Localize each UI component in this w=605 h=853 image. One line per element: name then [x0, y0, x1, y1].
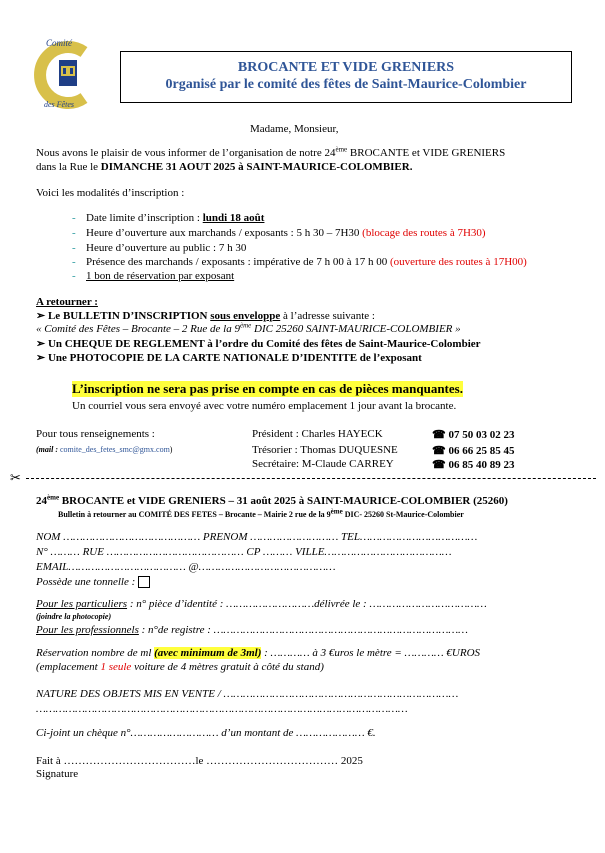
modalite-3: - Heure d’ouverture au public : 7 h 30	[72, 242, 247, 254]
field-email[interactable]: EMAIL……………………………… @……………………………………	[36, 561, 336, 573]
bulletin-sub-sup: ème	[330, 507, 343, 516]
retour-address	[36, 323, 461, 335]
reservation-label: Réservation nombre de ml	[36, 647, 155, 659]
contact-2-role: Secrétaire: M-Claude CARREY	[252, 458, 394, 470]
modalite-5: - 1 bon de réservation par exposant	[72, 270, 235, 282]
tonnelle-checkbox[interactable]	[138, 576, 150, 588]
modalite-4-note: (ouverture des routes à 17H00)	[389, 256, 527, 268]
reservation-row[interactable]	[36, 647, 480, 659]
modalite-1: - Date limite d’inscription : lundi 18 août	[72, 212, 265, 224]
tonnelle-row	[36, 576, 150, 588]
nature-objets-line2[interactable]: ……………………………………………………………………………………………………	[36, 703, 408, 715]
emplacement-note	[36, 661, 324, 673]
contact-0-role: Président : Charles HAYECK	[252, 428, 383, 440]
retour-item-1	[36, 309, 375, 322]
retour-2: Un CHEQUE DE REGLEMENT à l’ordre du Comité des fêtes de Saint-Maurice-Colombier	[47, 338, 481, 350]
contact-2-phone	[432, 458, 514, 471]
logo-text-top: Comité	[46, 38, 72, 48]
scissors-icon: ✂	[10, 470, 21, 485]
contact-2-phone-number: 06 85 40 89 23	[448, 459, 515, 471]
address-sup: ème	[239, 321, 252, 330]
bulletin-title-a: 24	[36, 495, 47, 507]
mail-label: (mail :	[36, 445, 60, 454]
retour-item-3	[36, 351, 422, 364]
address-b: DIC 25260 SAINT-MAURICE-COLOMBIER »	[251, 323, 461, 335]
bulletin-sub-a: Bulletin à retourner au COMITÉ DES FETES – Brocante – Mairie 2 rue de la 9	[58, 510, 331, 519]
particuliers-row[interactable]	[36, 598, 487, 610]
logo-text-bottom: des Fêtes	[44, 100, 74, 109]
retour-title: A retourner :	[36, 296, 98, 308]
intro-line2	[36, 161, 412, 173]
contact-0-phone-number: 07 50 03 02 23	[448, 429, 515, 441]
contact-1-role: Trésorier : Thomas DUQUESNE	[252, 444, 398, 456]
warning: L’inscription ne sera pas prise en compte en cas de pièces manquantes.	[72, 381, 463, 396]
intro-line1	[36, 147, 505, 159]
retour-1a: Le BULLETIN D’INSCRIPTION	[47, 310, 211, 322]
modalite-4-label: Présence des marchands / exposants : impérative de 7 h 00 à 17 h 00	[86, 256, 390, 268]
particuliers-field: : n° pièce d’identité : ………………………délivrée le : ………………………………	[127, 598, 487, 610]
retour-1c: à l’adresse suivante :	[280, 310, 375, 322]
renseignements-label: Pour tous renseignements :	[36, 428, 155, 440]
reservation-price: : ………… à 3 €uros le mètre = ………… €UROS	[261, 647, 481, 659]
mail-line	[36, 445, 172, 454]
contact-0-phone	[432, 428, 514, 441]
field-adresse[interactable]: N° ……… RUE …………………………………… CP ……… VILLE…………………………………	[36, 546, 452, 558]
modalite-1-label: Date limite d’inscription :	[86, 212, 203, 224]
bulletin-title	[36, 495, 508, 507]
address-a: « Comité des Fêtes – Brocante – 2 Rue de la 9	[36, 323, 240, 335]
modalite-1-date: lundi 18 août	[202, 212, 265, 224]
modalites-title: Voici les modalités d’inscription :	[36, 187, 185, 199]
greeting: Madame, Monsieur,	[250, 123, 339, 135]
phone-icon: ☎	[432, 429, 446, 441]
arrow-icon: ➢	[36, 338, 46, 350]
phone-icon: ☎	[432, 445, 446, 457]
comite-logo	[32, 40, 102, 110]
arrow-icon: ➢	[36, 310, 46, 322]
bulletin-title-b: BROCANTE et VIDE GRENIERS – 31 août 2025 à SAINT-MAURICE-COLOMBIER (25260)	[59, 495, 508, 507]
retour-3: Une PHOTOCOPIE DE LA CARTE NATIONALE D’IDENTITE de l’exposant	[47, 352, 422, 364]
nature-objets-field[interactable]: NATURE DES OBJETS MIS EN VENTE / ………………………………………………………………	[36, 688, 459, 700]
particuliers-label: Pour les particuliers	[36, 598, 128, 610]
modalite-4: - Présence des marchands / exposants : impérative de 7 h 00 à 17 h 00 (ouverture des routes à 17H00)	[72, 256, 527, 268]
tonnelle-label: Possède une tonnelle :	[36, 576, 139, 588]
bulletin-subtitle	[58, 507, 464, 519]
modalite-2-note: (blocage des routes à 7H30)	[362, 227, 486, 239]
cheque-field[interactable]: Ci-joint un chèque n°……………………… d’un montant de ………………… €.	[36, 727, 376, 739]
modalite-2-label: Heure d’ouverture aux marchands / exposants : 5 h 30 – 7H30	[86, 227, 363, 239]
mail-end: )	[169, 445, 173, 454]
bulletin-sub-b: DIC- 25260 St-Maurice-Colombier	[342, 510, 464, 519]
professionnels-field: : n°de registre : ……………………………………………………………………	[138, 624, 468, 636]
emplacement-b: 1 seule	[100, 661, 132, 673]
contact-1-phone-number: 06 66 25 85 45	[448, 445, 515, 457]
header-title: BROCANTE ET VIDE GRENIERS	[237, 60, 455, 75]
bulletin-title-sup: ème	[47, 493, 60, 502]
fait-a-field[interactable]: Fait à ………………………………le ……………………………… 2025	[36, 755, 363, 767]
phone-icon: ☎	[432, 459, 446, 471]
professionnels-label: Pour les professionnels	[36, 624, 139, 636]
retour-1b: sous enveloppe	[210, 310, 281, 322]
retour-item-2	[36, 337, 481, 350]
contact-1-phone	[432, 444, 514, 457]
intro-text: Nous avons le plaisir de vous informer de l’organisation de notre 24	[36, 147, 336, 159]
modalite-5-label: 1 bon de réservation par exposant	[86, 270, 235, 282]
emplacement-c: voiture de 4 mètres gratuit à côté du stand)	[131, 661, 324, 673]
header-subtitle: 0rganisé par le comité des fêtes de Saint-Maurice-Colombier	[165, 77, 527, 92]
intro-date: DIMANCHE 31 AOUT 2025 à SAINT-MAURICE-COLOMBIER.	[100, 161, 413, 173]
modalite-2: - Heure d’ouverture aux marchands / exposants : 5 h 30 – 7H30 (blocage des routes à 7H30)	[72, 227, 486, 239]
mail-link[interactable]: comite_des_fetes_smc@gmx.com	[60, 445, 170, 454]
cut-line	[26, 478, 596, 479]
intro-event: BROCANTE et VIDE GRENIERS	[347, 147, 506, 159]
arrow-icon: ➢	[36, 352, 46, 364]
courriel-note: Un courriel vous sera envoyé avec votre numéro emplacement 1 jour avant la brocante.	[72, 400, 457, 412]
header-box	[120, 51, 572, 103]
reservation-minimum: (avec minimum de 3ml)	[154, 647, 262, 659]
intro-sup: ème	[335, 145, 348, 154]
intro-rue: dans la Rue le	[36, 161, 101, 173]
modalite-3-label: Heure d’ouverture au public : 7 h 30	[86, 242, 247, 254]
signature-label: Signature	[36, 768, 79, 780]
field-nom-prenom-tel[interactable]: NOM …………………………………… PRENOM ……………………… TEL………………………………	[36, 531, 478, 543]
professionnels-row[interactable]	[36, 624, 468, 636]
emplacement-a: (emplacement	[36, 661, 101, 673]
photocopie-note: (joindre la photocopie)	[36, 612, 112, 621]
